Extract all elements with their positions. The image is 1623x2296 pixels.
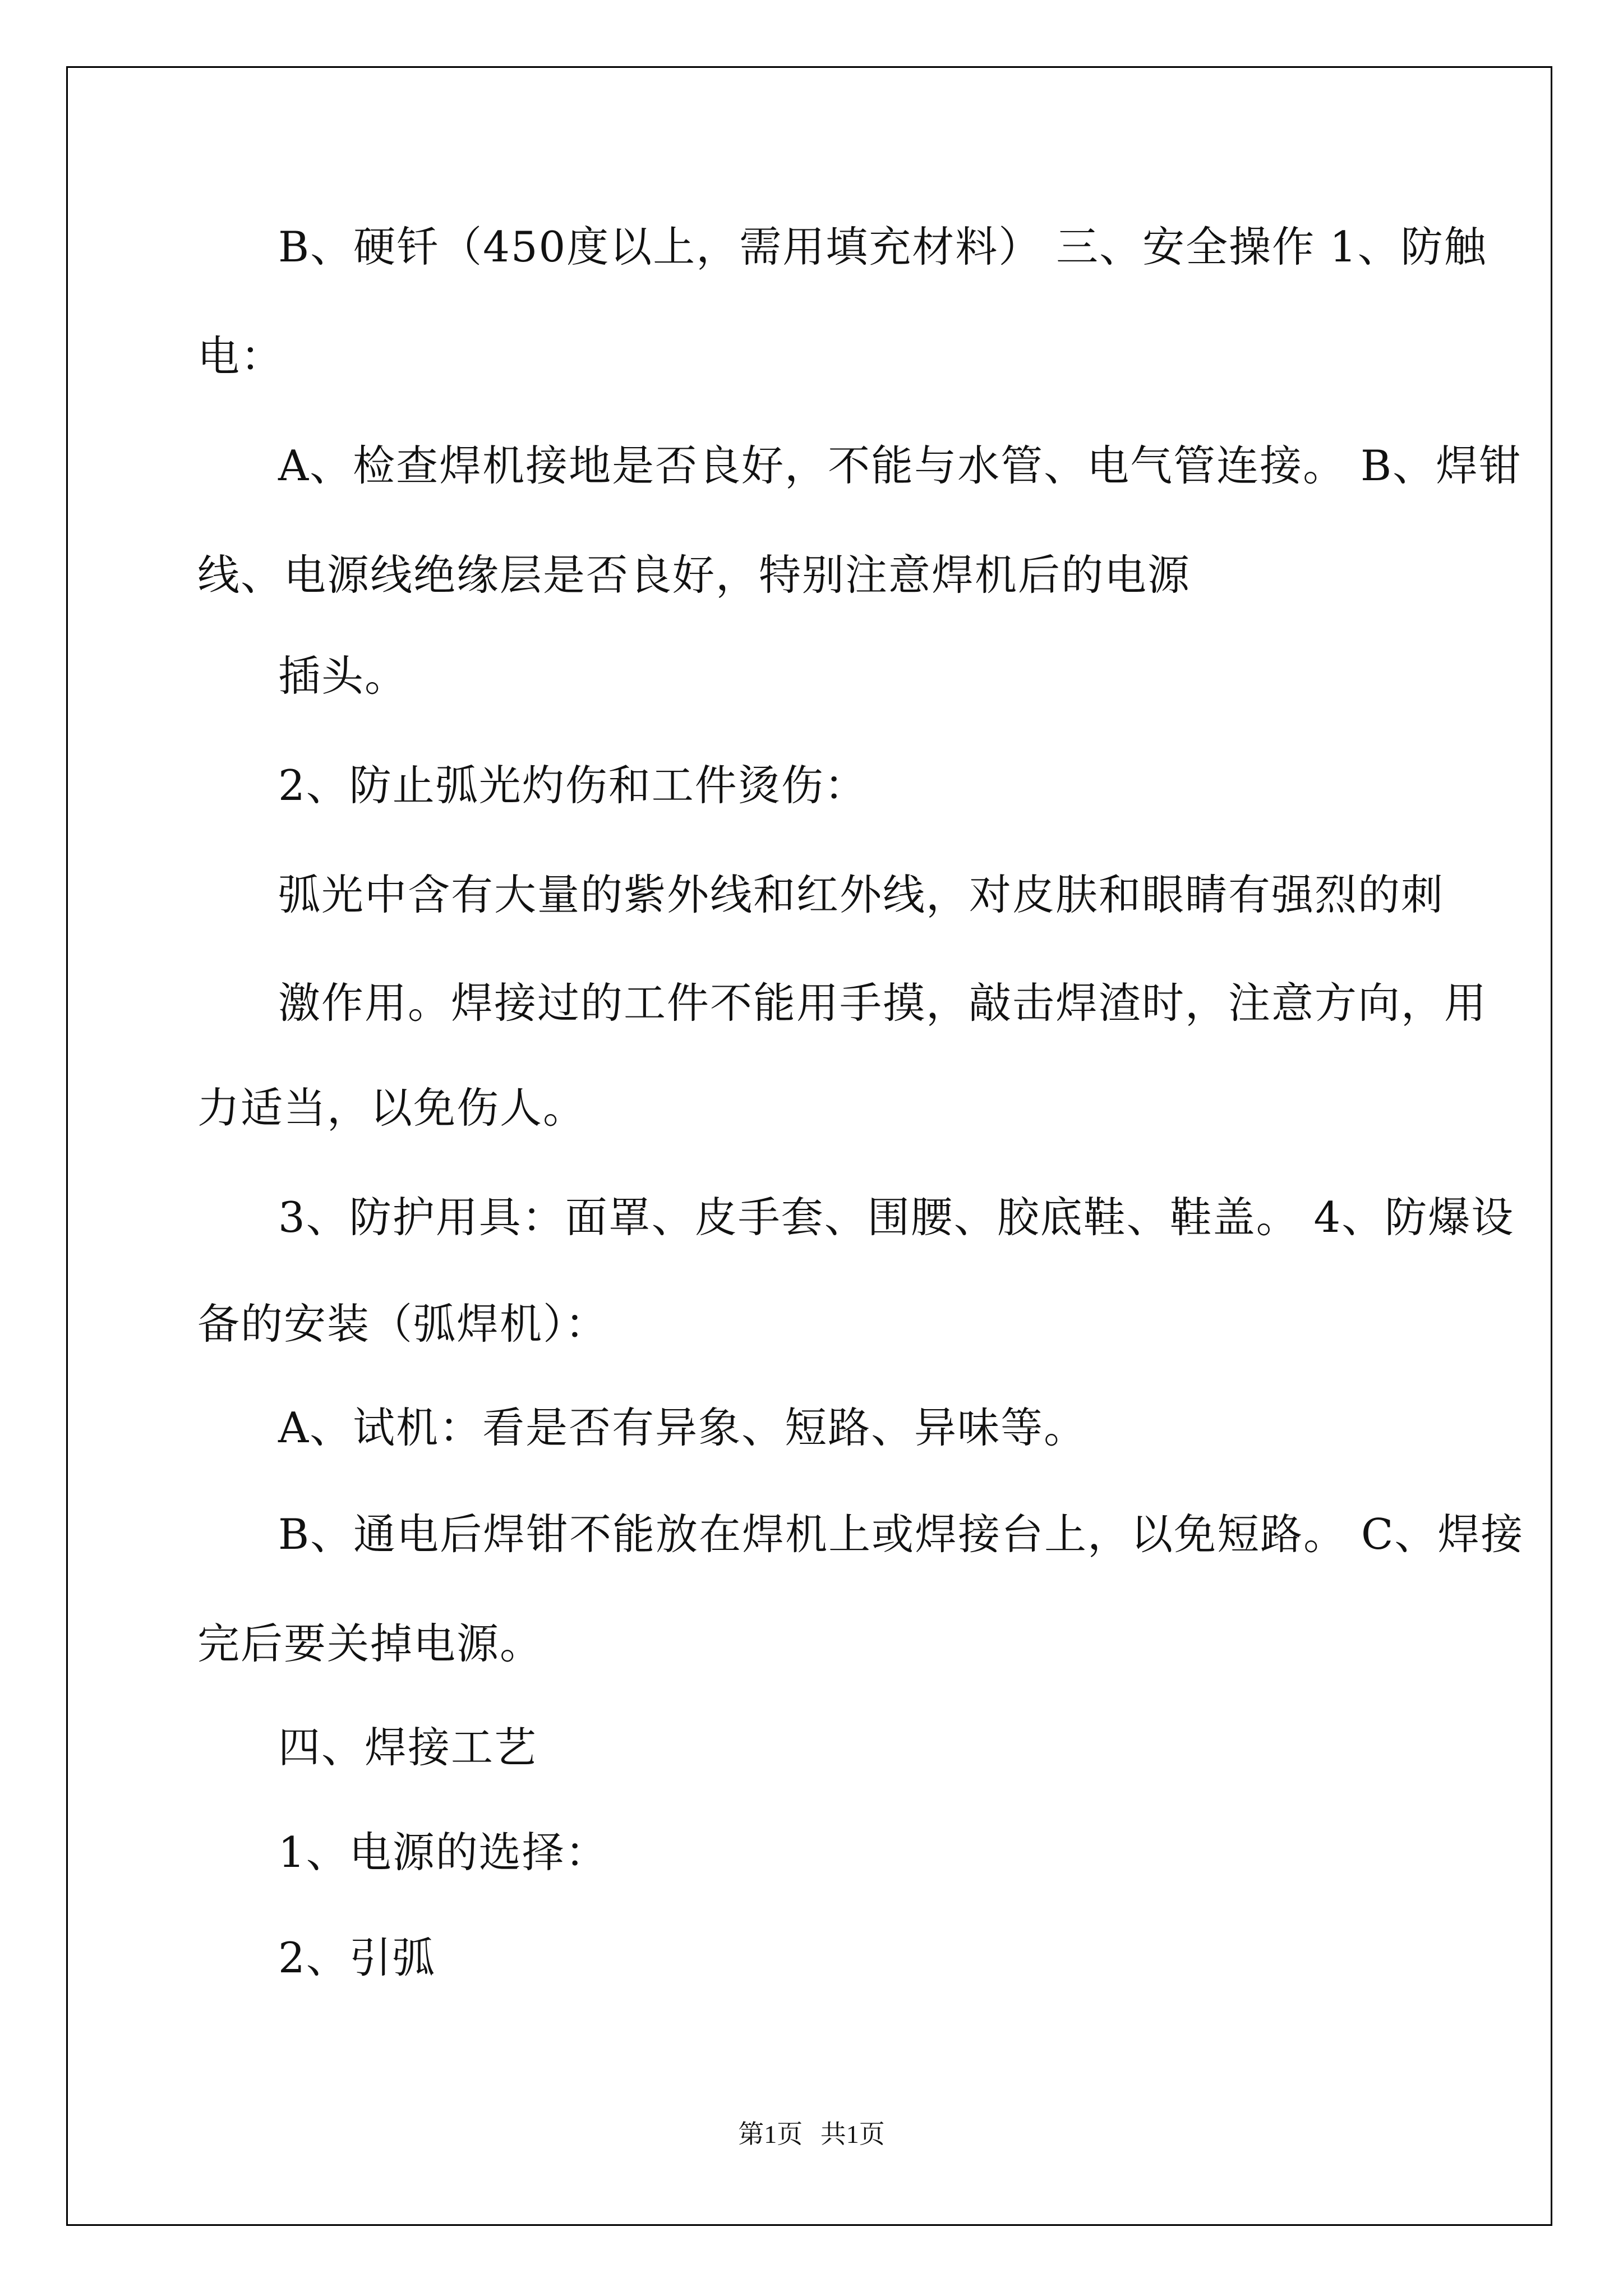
text-line: A、试机：看是否有异象、短路、异味等。	[278, 1403, 1087, 1452]
text-line: 3、防护用具：面罩、皮手套、围腰、胶底鞋、鞋盖。 4、防爆设	[278, 1193, 1515, 1242]
text-line: 完后要关掉电源。	[197, 1619, 543, 1668]
text-line: B、通电后焊钳不能放在焊机上或焊接台上，以免短路。 C、焊接	[278, 1510, 1524, 1559]
section-heading: 四、焊接工艺	[278, 1723, 538, 1772]
page-border	[66, 66, 1552, 2226]
text-line: 2、防止弧光灼伤和工件烫伤：	[278, 761, 868, 810]
page-number: 第1页	[738, 2120, 803, 2148]
text-line: 2、引弧	[278, 1933, 436, 1982]
text-line: 线、电源线绝缘层是否良好，特别注意焊机后的电源	[197, 550, 1191, 600]
text-line: 电：	[197, 332, 284, 381]
page-footer	[0, 2118, 1623, 2151]
text-line: 力适当，以免伤人。	[197, 1083, 587, 1133]
text-line: 弧光中含有大量的紫外线和红外线，对皮肤和眼睛有强烈的刺	[278, 870, 1445, 919]
text-line: 插头。	[278, 651, 408, 701]
text-line: 1、电源的选择：	[278, 1828, 608, 1877]
text-line: 备的安装（弧焊机）：	[197, 1299, 608, 1349]
text-line: 激作用。焊接过的工件不能用手摸，敲击焊渣时，注意方向，用	[278, 978, 1488, 1028]
text-line: A、检查焊机接地是否良好，不能与水管、电气管连接。 B、焊钳	[278, 441, 1523, 490]
text-line: B、硬钎（450度以上，需用填充材料） 三、安全操作 1、防触	[278, 222, 1487, 272]
page-total: 共1页	[820, 2120, 885, 2148]
